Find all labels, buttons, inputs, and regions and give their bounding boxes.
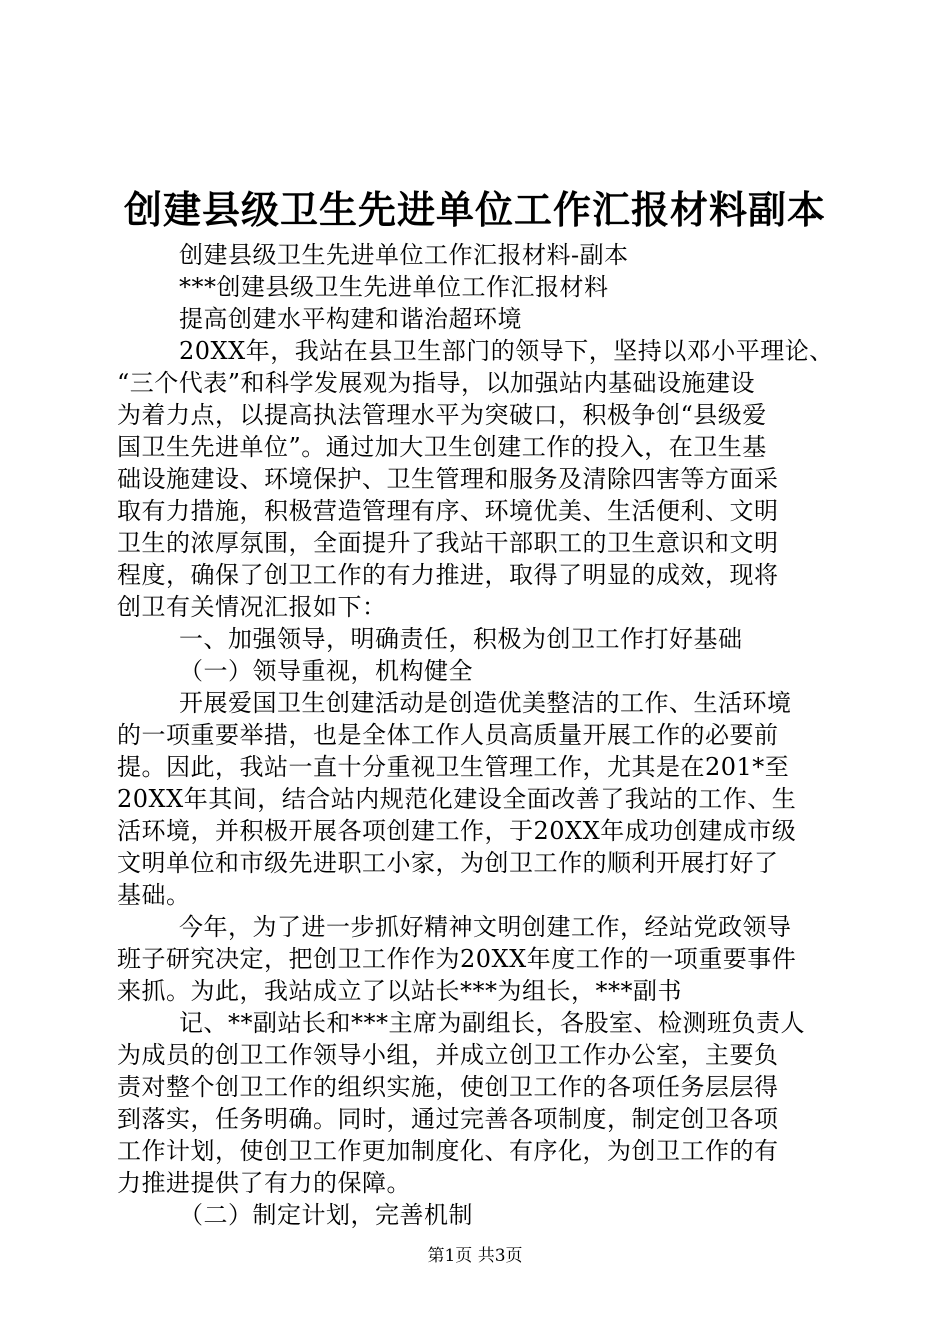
- text-line: 责对整个创卫工作的组织实施，使创卫工作的各项任务层层得: [117, 1073, 779, 1101]
- text-line: ***创建县级卫生先进单位工作汇报材料: [179, 273, 609, 301]
- text-line: 今年，为了进一步抓好精神文明创建工作，经站党政领导: [179, 913, 792, 941]
- text-line: 活环境，并积极开展各项创建工作，于20XX年成功创建成市级: [117, 817, 797, 845]
- document-title: 创建县级卫生先进单位工作汇报材料副本: [123, 187, 826, 232]
- text-line: 来抓。为此，我站成立了以站长***为组长，***副书: [117, 977, 682, 1005]
- subsection-heading: （二）制定计划，完善机制: [179, 1201, 473, 1229]
- text-line: 的一项重要举措，也是全体工作人员高质量开展工作的必要前: [117, 721, 779, 749]
- text-line: 班子研究决定，把创卫工作作为20XX年度工作的一项重要事件: [117, 945, 797, 973]
- text-line: 创卫有关情况汇报如下：: [117, 593, 387, 621]
- text-line: “三个代表”和科学发展观为指导，以加强站内基础设施建设: [117, 369, 756, 397]
- text-line: 创建县级卫生先进单位工作汇报材料-副本: [179, 241, 629, 269]
- text-line: 20XX年，我站在县卫生部门的领导下，坚持以邓小平理论、: [179, 337, 834, 365]
- section-heading: 一、加强领导，明确责任，积极为创卫工作打好基础: [179, 625, 743, 653]
- text-line: 提高创建水平构建和谐治超环境: [179, 305, 522, 333]
- text-line: 国卫生先进单位”。通过加大卫生创建工作的投入，在卫生基: [117, 433, 767, 461]
- text-line: 到落实，任务明确。同时，通过完善各项制度，制定创卫各项: [117, 1105, 779, 1133]
- text-line: 取有力措施，积极营造管理有序、环境优美、生活便利、文明: [117, 497, 779, 525]
- text-line: 文明单位和市级先进职工小家，为创卫工作的顺利开展打好了: [117, 849, 779, 877]
- text-line: 程度，确保了创卫工作的有力推进，取得了明显的成效，现将: [117, 561, 779, 589]
- text-line: 卫生的浓厚氛围，全面提升了我站干部职工的卫生意识和文明: [117, 529, 779, 557]
- text-line: 基础。: [117, 881, 191, 909]
- text-line: 工作计划，使创卫工作更加制度化、有序化，为创卫工作的有: [117, 1137, 779, 1165]
- text-line: 开展爱国卫生创建活动是创造优美整洁的工作、生活环境: [179, 689, 792, 717]
- text-line: 力推进提供了有力的保障。: [117, 1169, 411, 1197]
- text-line: 20XX年其间，结合站内规范化建设全面改善了我站的工作、生: [117, 785, 797, 813]
- text-line: 记、**副站长和***主席为副组长，各股室、检测班负责人: [179, 1009, 805, 1037]
- text-line: 为成员的创卫工作领导小组，并成立创卫工作办公室，主要负: [117, 1041, 779, 1069]
- text-line: 础设施建设、环境保护、卫生管理和服务及清除四害等方面采: [117, 465, 779, 493]
- text-line: 提。因此，我站一直十分重视卫生管理工作，尤其是在201*至: [117, 753, 790, 781]
- page-footer: 第1页 共3页: [427, 1246, 523, 1266]
- text-line: 为着力点，以提高执法管理水平为突破口，积极争创“县级爱: [117, 401, 767, 429]
- subsection-heading: （一）领导重视，机构健全: [179, 657, 473, 685]
